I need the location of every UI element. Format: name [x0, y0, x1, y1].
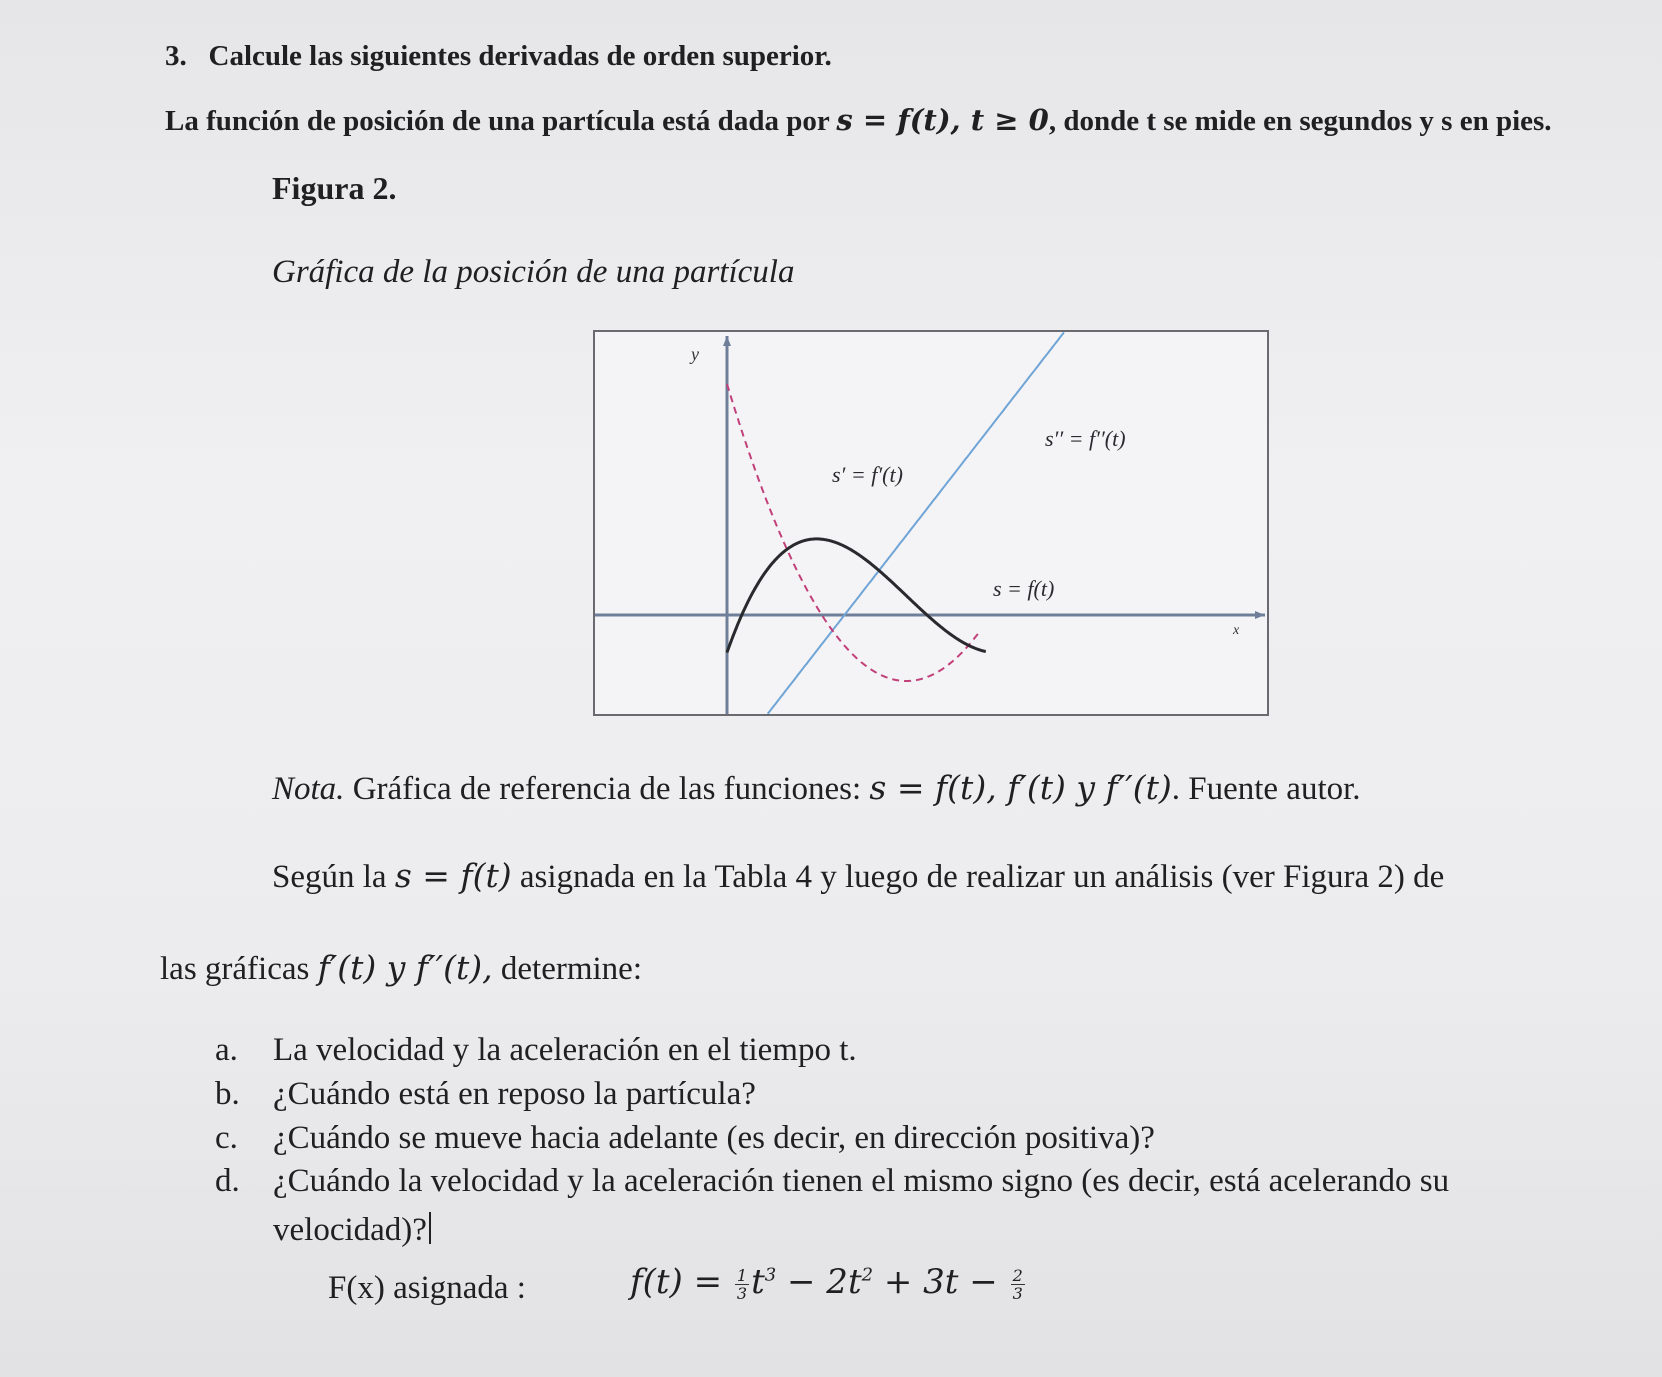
instruction-paragraph-line1 [272, 856, 1444, 896]
para1-prefix: Según la [272, 859, 395, 895]
fraction-denominator: 3 [736, 1283, 748, 1303]
y-axis-label: y [691, 344, 699, 364]
fraction-one-third [735, 1267, 749, 1302]
note-formula: s = f(t), f′(t) y f′′(t) [869, 768, 1172, 807]
para1-suffix: asignada en la Tabla 4 y luego de realizar un análisis (ver Figura 2) de [511, 859, 1445, 895]
formula-lhs: f(t) = [630, 1262, 733, 1302]
figure-note [272, 768, 1361, 808]
series-second-derivative [768, 332, 1064, 713]
question-letter: c. [215, 1120, 238, 1156]
para2-suffix: determine: [492, 951, 642, 987]
question-item-d [215, 1163, 1449, 1200]
formula-exponent: 2 [861, 1264, 874, 1286]
formula-term: t [751, 1262, 765, 1302]
note-label: Nota. [272, 771, 345, 807]
question-item-d-continuation[interactable] [273, 1212, 431, 1249]
y-axis-arrow [723, 336, 731, 346]
position-chart [593, 330, 1269, 716]
figure-label: Figura 2. [272, 170, 397, 206]
note-suffix: . Fuente autor. [1171, 771, 1361, 807]
x-axis-label: x [1233, 623, 1240, 638]
intro-suffix: , donde t se mide en segundos y s en pies. [1048, 105, 1552, 137]
series-position [727, 539, 986, 653]
assigned-function-formula [630, 1262, 1027, 1302]
series-first-derivative [727, 384, 980, 681]
para2-formula: f′(t) y f′′(t), [317, 948, 493, 987]
instruction-paragraph-line2 [160, 948, 642, 988]
formula-term: − 2t [776, 1262, 862, 1302]
label-second-derivative: s′′ = f′′(t) [1045, 426, 1126, 451]
note-text: Gráfica de referencia de las funciones: [344, 771, 870, 807]
question-letter: b. [215, 1076, 240, 1112]
question-item-a [215, 1032, 857, 1069]
fraction-denominator: 3 [1012, 1283, 1023, 1303]
intro-paragraph [165, 103, 1552, 138]
assigned-function-label: F(x) asignada : [328, 1270, 526, 1306]
formula-exponent: 3 [764, 1264, 777, 1286]
fraction-numerator: 1 [736, 1265, 748, 1285]
question-letter: d. [215, 1163, 240, 1199]
x-axis-arrow [1255, 611, 1265, 619]
label-first-derivative: s′ = f′(t) [832, 462, 903, 487]
figure-caption: Gráfica de la posición de una partícula [272, 254, 795, 290]
question-heading [165, 40, 832, 73]
para2-prefix: las gráficas [160, 951, 318, 987]
formula-term: + 3t − [873, 1262, 1009, 1302]
question-continuation-text: velocidad)? [273, 1212, 427, 1248]
question-text: ¿Cuándo se mueve hacia adelante (es decir, en dirección positiva)? [273, 1120, 1155, 1156]
question-number: 3. [165, 40, 187, 72]
label-position: s = f(t) [993, 576, 1055, 601]
question-item-c [215, 1120, 1155, 1157]
intro-prefix: La función de posición de una partícula está dada por [165, 105, 837, 137]
fraction-numerator: 2 [1012, 1265, 1023, 1285]
question-text: ¿Cuándo está en reposo la partícula? [273, 1076, 756, 1112]
para1-formula: s = f(t) [394, 856, 512, 895]
chart-svg [595, 332, 1267, 714]
intro-formula: s = f(t), t ≥ 0 [836, 103, 1049, 137]
question-letter: a. [215, 1032, 238, 1068]
fraction-two-thirds [1011, 1267, 1025, 1302]
text-cursor [429, 1212, 431, 1244]
question-text: ¿Cuándo la velocidad y la aceleración tienen el mismo signo (es decir, está acelerando su [273, 1163, 1450, 1199]
question-text: La velocidad y la aceleración en el tiempo t. [273, 1032, 857, 1068]
question-title: Calcule las siguientes derivadas de orden superior. [208, 40, 832, 72]
question-item-b [215, 1076, 756, 1113]
